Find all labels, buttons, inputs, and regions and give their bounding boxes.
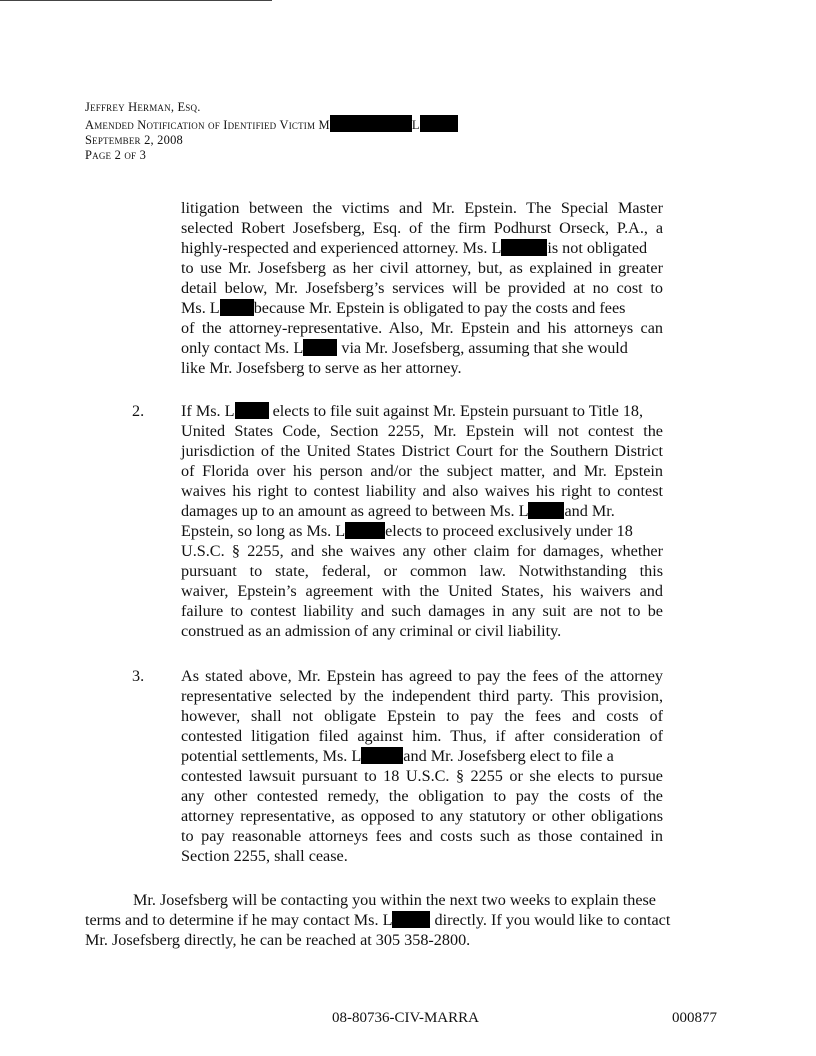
redaction-box (392, 911, 430, 928)
text-line: detail below, Mr. Josefsberg’s services will be provided at no cost to (181, 279, 663, 297)
text-line: Section 2255, shall cease. (181, 847, 348, 865)
text-line: highly-respected and experienced attorney. Ms. L is not obligated (181, 239, 648, 257)
text-line: Epstein, so long as Ms. L elects to proceed exclusively under 18 (181, 522, 633, 540)
text-line: to pay reasonable attorneys fees and costs such as those contained in (181, 827, 663, 845)
text-line: selected Robert Josefsberg, Esq. of the firm Podhurst Orseck, P.A., a (181, 219, 663, 237)
redaction-box (235, 402, 269, 419)
text-line: United States Code, Section 2255, Mr. Epstein will not contest the (181, 422, 663, 440)
text-line: U.S.C. § 2255, and she waives any other claim for damages, whether (181, 542, 663, 560)
text-line: litigation between the victims and Mr. Epstein. The Special Master (181, 199, 663, 217)
text-line: damages up to an amount as agreed to between Ms. L and Mr. (181, 502, 615, 520)
text-line: Mr. Josefsberg directly, he can be reached at 305 358-2800. (85, 931, 471, 949)
redaction-box (361, 747, 403, 764)
redaction-box (330, 115, 412, 132)
text-line: however, shall not obligate Epstein to pay the fees and costs of (181, 707, 663, 725)
text-line: failure to contest liability and such damages in any suit are not to be (181, 602, 663, 620)
text-line: potential settlements, Ms. L and Mr. Josefsberg elect to file a (181, 747, 614, 765)
text-line: waiver, Epstein’s agreement with the United States, his waivers and (181, 582, 663, 600)
redaction-box (303, 339, 337, 356)
header-subject-text: Amended Notification of Identified Victim M (85, 118, 330, 132)
case-number: 08-80736-CIV-MARRA (332, 1010, 479, 1026)
item-2-number: 2. (132, 402, 145, 420)
item-3-text (181, 666, 663, 866)
text-line: of the attorney-representative. Also, Mr. Epstein and his attorneys can (181, 319, 663, 337)
text-line: to use Mr. Josefsberg as her civil attorney, but, as explained in greater (181, 259, 663, 277)
text-line: construed as an admission of any criminal or civil liability. (181, 622, 562, 640)
item-2-text (181, 401, 663, 641)
text-line: As stated above, Mr. Epstein has agreed to pay the fees of the attorney (181, 667, 663, 685)
text-line: of Florida over his person and/or the subject matter, and Mr. Epstein (181, 462, 663, 480)
redaction-box (420, 115, 458, 132)
text-line: only contact Ms. L via Mr. Josefsberg, assuming that she would (181, 339, 628, 357)
closing-paragraph (85, 890, 715, 950)
text-line: If Ms. L elects to file suit against Mr. Epstein pursuant to Title 18, (181, 402, 644, 420)
text-line: contested litigation filed against him. Thus, if after consideration of (181, 727, 663, 745)
header-addressee: Jeffrey Herman, Esq. (85, 100, 201, 114)
text-line: any other contested remedy, the obligation to pay the costs of the (181, 787, 663, 805)
redaction-box (528, 502, 564, 519)
letter-header (85, 100, 458, 163)
redaction-box (220, 299, 254, 316)
text-line: attorney representative, as opposed to any statutory or other obligations (181, 807, 663, 825)
paragraph-1 (181, 198, 663, 378)
header-page: Page 2 of 3 (85, 148, 147, 162)
header-subject (85, 115, 458, 133)
text-line: terms and to determine if he may contact Ms. L directly. If you would like to contact (85, 911, 671, 929)
text-line: pursuant to state, federal, or common law. Notwithstanding this (181, 562, 663, 580)
text-line: Ms. L because Mr. Epstein is obligated to pay the costs and fees (181, 299, 626, 317)
text-line: jurisdiction of the United States District Court for the Southern District (181, 442, 663, 460)
redaction-box (345, 522, 385, 539)
header-date: September 2, 2008 (85, 133, 183, 147)
text-line: contested lawsuit pursuant to 18 U.S.C. § 2255 or she elects to pursue (181, 767, 663, 785)
text-line: waives his right to contest liability and also waives his right to contest (181, 482, 663, 500)
item-3-number: 3. (132, 667, 145, 685)
text-line: Mr. Josefsberg will be contacting you within the next two weeks to explain these (133, 891, 656, 909)
bates-number: 000877 (672, 1010, 717, 1026)
text-line: like Mr. Josefsberg to serve as her attorney. (181, 359, 462, 377)
header-subject-initial: L (411, 118, 420, 132)
text-line: representative selected by the independent third party. This provision, (181, 687, 663, 705)
redaction-box (501, 239, 547, 256)
top-rule (0, 0, 272, 1)
